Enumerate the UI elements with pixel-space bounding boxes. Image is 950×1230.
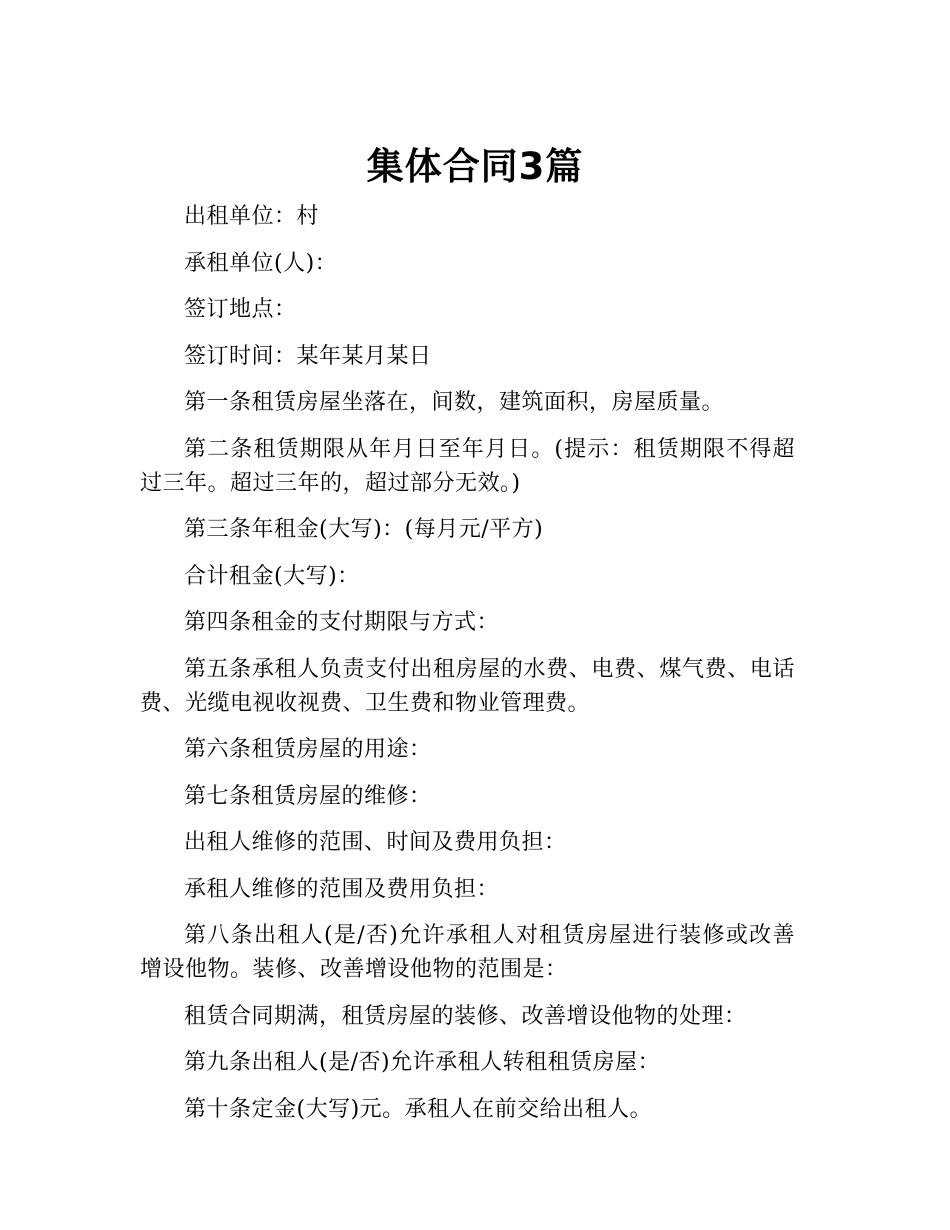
paragraph-article-1: 第一条租赁房屋坐落在，间数，建筑面积，房屋质量。 — [184, 390, 725, 415]
paragraph-lessee: 承租单位(人)： — [184, 250, 338, 276]
paragraph-expiry-handling: 租赁合同期满，租赁房屋的装修、改善增设他物的处理： — [184, 1003, 747, 1029]
paragraph-article-2: 第二条租赁期限从年月日至年月日。(提示：租赁期限不得超过三年。超过三年的，超过部分无效。) — [140, 436, 795, 496]
paragraph-article-8: 第八条出租人(是/否)允许承租人对租赁房屋进行装修或改善增设他物。装修、改善增设他物的范围是： — [140, 923, 795, 982]
paragraph-lessee-repair: 承租人维修的范围及费用负担： — [184, 876, 500, 902]
paragraph-article-10: 第十条定金(大写)元。承租人在前交给出租人。 — [184, 1096, 653, 1122]
paragraph-article-5: 第五条承租人负责支付出租房屋的水费、电费、煤气费、电话费、光缆电视收视费、卫生费和物业管理费。 — [140, 656, 795, 716]
paragraph-article-3: 第三条年租金(大写)：(每月元/平方) — [184, 517, 544, 542]
paragraph-lessor: 出租单位：村 — [184, 204, 320, 229]
paragraph-article-6: 第六条租赁房屋的用途： — [184, 737, 432, 762]
paragraph-article-7: 第七条租赁房屋的维修： — [184, 783, 432, 809]
document-body — [140, 200, 795, 1139]
paragraph-signing-place: 签订地点： — [184, 297, 297, 322]
paragraph-article-9: 第九条出租人(是/否)允许承租人转租租赁房屋： — [184, 1050, 661, 1075]
paragraph-lessor-repair: 出租人维修的范围、时间及费用负担： — [184, 830, 567, 855]
paragraph-article-4: 第四条租金的支付期限与方式： — [184, 610, 500, 635]
document-title: 集体合同3篇 — [366, 144, 584, 188]
paragraph-signing-time: 签订时间：某年某月某日 — [184, 343, 432, 369]
paragraph-total-rent: 合计租金(大写)： — [184, 563, 360, 589]
